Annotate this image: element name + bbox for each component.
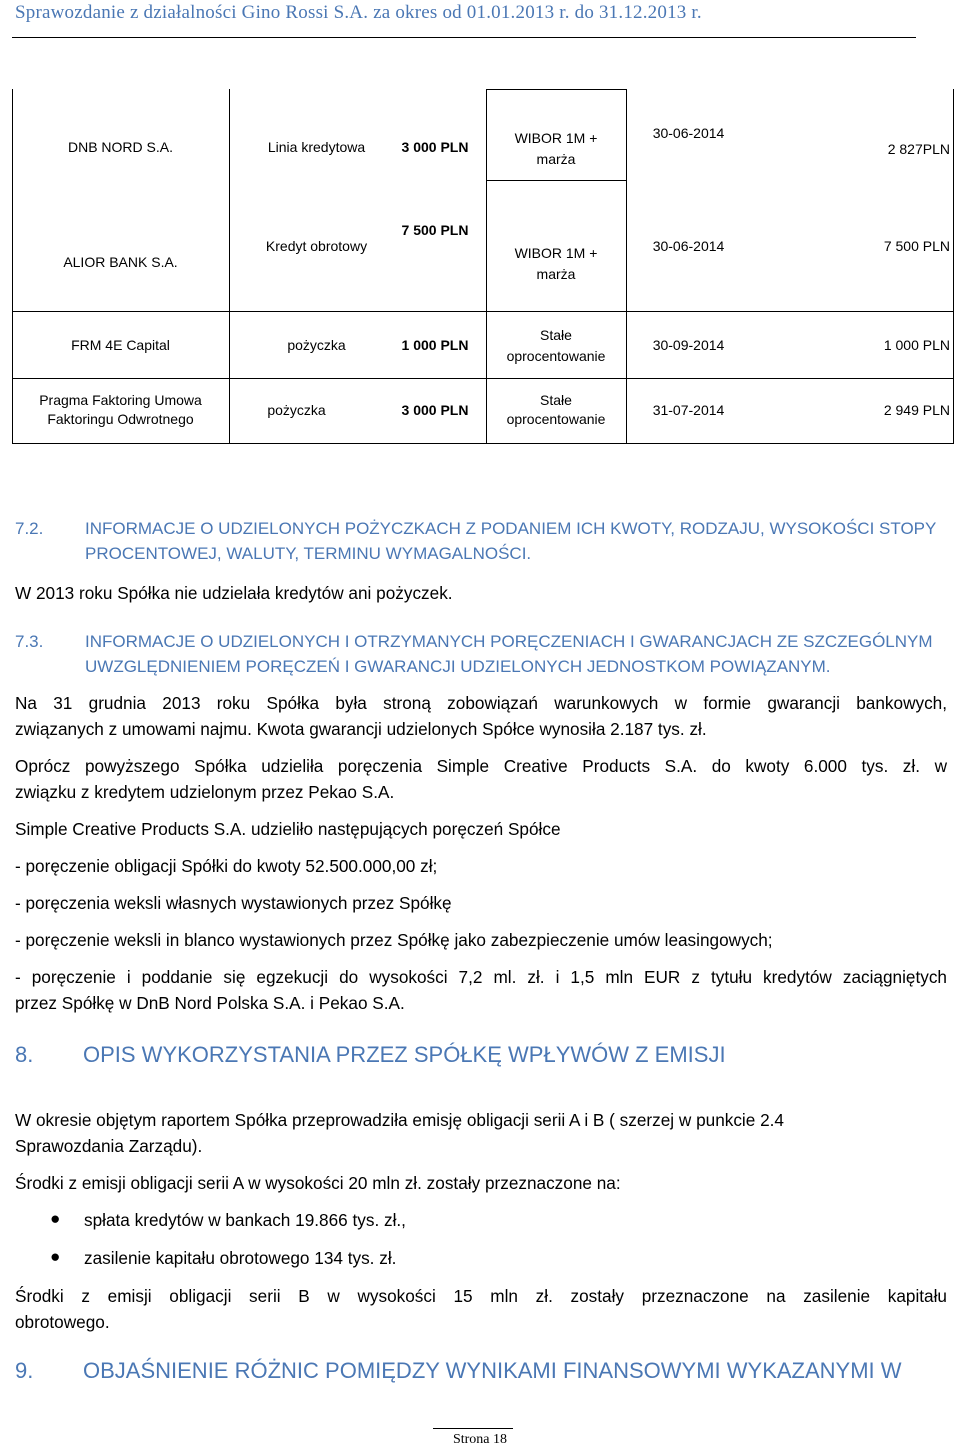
page-number: Strona 18 [452, 1432, 508, 1447]
table-cell-rate: marża [536, 266, 576, 282]
table-rule [12, 311, 954, 312]
table-cell-bank: Pragma Faktoring Umowa [39, 392, 202, 408]
paragraph-line: Sprawozdania Zarządu). [15, 1136, 203, 1156]
header-rule [12, 37, 916, 38]
paragraph-line: Środki z emisji obligacji serii B w wysokości 15 mln zł. zostały przeznaczone na zasilenie kapitału [15, 1286, 947, 1306]
section-title: INFORMACJE O UDZIELONYCH I OTRZYMANYCH PORĘCZENIACH I GWARANCJACH ZE SZCZEGÓLNYM UWZGLĘDNIENIEM PORĘCZEŃ I GWARANCJI UDZIELONYCH JEDNOSTKOM POWIĄZANYM. [85, 632, 933, 676]
table-cell-rate: Stałe [540, 392, 572, 408]
table-cell-amount: 3 000 PLN [401, 139, 469, 155]
paragraph: W 2013 roku Spółka nie udzielała kredytów ani pożyczek. [15, 583, 453, 603]
table-cell-rate: WIBOR 1M + [514, 130, 598, 146]
table-cell-date: 30-06-2014 [652, 125, 725, 141]
paragraph-line: W okresie objętym raportem Spółka przeprowadziła emisję obligacji serii A i B ( szerzej w punkcie 2.4 [15, 1110, 784, 1130]
table-cell-rate: marża [536, 151, 576, 167]
bullet-item: zasilenie kapitału obrotowego 134 tys. zł. [84, 1248, 397, 1268]
paragraph-line: związanych z umowami najmu. Kwota gwarancji udzielonych Spółce wynosiła 2.187 tys. zł. [15, 719, 707, 739]
paragraph-line: związku z kredytem udzielonym przez Pekao S.A. [15, 782, 395, 802]
table-cell-date: 30-06-2014 [652, 238, 725, 254]
section-number: 7.3. [15, 632, 44, 651]
list-item: - poręczenia weksli własnych wystawionych przez Spółkę [15, 893, 452, 913]
section-7-2-heading [15, 516, 950, 566]
section-title: OBJAŚNIENIE RÓŻNIC POMIĘDZY WYNIKAMI FINANSOWYMI WYKAZANYMI W [83, 1358, 902, 1383]
section-title: OPIS WYKORZYSTANIA PRZEZ SPÓŁKĘ WPŁYWÓW Z EMISJI [83, 1042, 726, 1067]
bullet-icon: ● [50, 1246, 61, 1266]
table-cell-type: pożyczka [267, 402, 326, 418]
table-cell-balance: 2 827PLN [887, 141, 950, 157]
section-7-3-heading [15, 629, 950, 679]
list-item: - poręczenie weksli in blanco wystawionych przez Spółkę jako zabezpieczenie umów leasingowych; [15, 930, 773, 950]
list-item: - poręczenie obligacji Spółki do kwoty 52.500.000,00 zł; [15, 856, 438, 876]
section-title: INFORMACJE O UDZIELONYCH POŻYCZKACH Z PODANIEM ICH KWOTY, RODZAJU, WYSOKOŚCI STOPY PROCENTOWEJ, WALUTY, TERMINU WYMAGALNOŚCI. [85, 519, 937, 563]
table-cell-bank: DNB NORD S.A. [67, 139, 173, 155]
section-9-heading [15, 1357, 950, 1387]
bullet-icon: ● [50, 1208, 61, 1228]
paragraph: Simple Creative Products S.A. udzieliło następujących poręczeń Spółce [15, 819, 561, 839]
section-number: 9. [15, 1358, 34, 1383]
table-cell-balance: 2 949 PLN [883, 402, 950, 418]
table-border-right [953, 89, 954, 444]
section-number: 8. [15, 1042, 34, 1067]
table-cell-type: Kredyt obrotowy [265, 238, 368, 254]
table-rule [486, 180, 627, 181]
list-item: - poręczenie i poddanie się egzekucji do wysokości 7,2 ml. zł. i 1,5 mln EUR z tytułu kredytów zaciągniętych [15, 967, 947, 987]
table-cell-amount: 3 000 PLN [401, 402, 469, 418]
document-header: Sprawozdanie z działalności Gino Rossi S.A. za okres od 01.01.2013 r. do 31.12.2013 r. [15, 2, 702, 23]
table-rule [486, 89, 627, 90]
table-cell-amount: 7 500 PLN [401, 222, 469, 238]
paragraph-line: Na 31 grudnia 2013 roku Spółka była stroną zobowiązań warunkowych w formie gwarancji bankowych, [15, 693, 947, 713]
section-8-heading [15, 1041, 950, 1071]
section-number: 7.2. [15, 519, 44, 538]
bullet-item: spłata kredytów w bankach 19.866 tys. zł., [84, 1210, 406, 1230]
table-cell-amount: 1 000 PLN [401, 337, 469, 353]
paragraph: Środki z emisji obligacji serii A w wysokości 20 mln zł. zostały przeznaczone na: [15, 1173, 621, 1193]
table-cell-type: Linia kredytowa [267, 139, 366, 155]
table-cell-type: pożyczka [287, 337, 346, 353]
table-cell-bank: Faktoringu Odwrotnego [47, 411, 194, 427]
paragraph-line: Oprócz powyższego Spółka udzieliła poręczenia Simple Creative Products S.A. do kwoty 6.000 tys. zł. w [15, 756, 947, 776]
table-cell-date: 31-07-2014 [652, 402, 725, 418]
footer-rule [433, 1428, 513, 1429]
table-cell-balance: 1 000 PLN [883, 337, 950, 353]
table-cell-rate: oprocentowanie [506, 348, 606, 364]
table-rule [12, 443, 954, 444]
table-cell-rate: oprocentowanie [506, 411, 606, 427]
table-cell-bank: ALIOR BANK S.A. [63, 254, 178, 270]
table-cell-date: 30-09-2014 [652, 337, 725, 353]
table-rule [12, 378, 954, 379]
list-item: przez Spółkę w DnB Nord Polska S.A. i Pekao S.A. [15, 993, 405, 1013]
table-cell-balance: 7 500 PLN [883, 238, 950, 254]
table-cell-bank: FRM 4E Capital [71, 337, 170, 353]
table-cell-rate: Stałe [540, 327, 572, 343]
paragraph-line: obrotowego. [15, 1312, 110, 1332]
table-cell-rate: WIBOR 1M + [514, 245, 598, 261]
